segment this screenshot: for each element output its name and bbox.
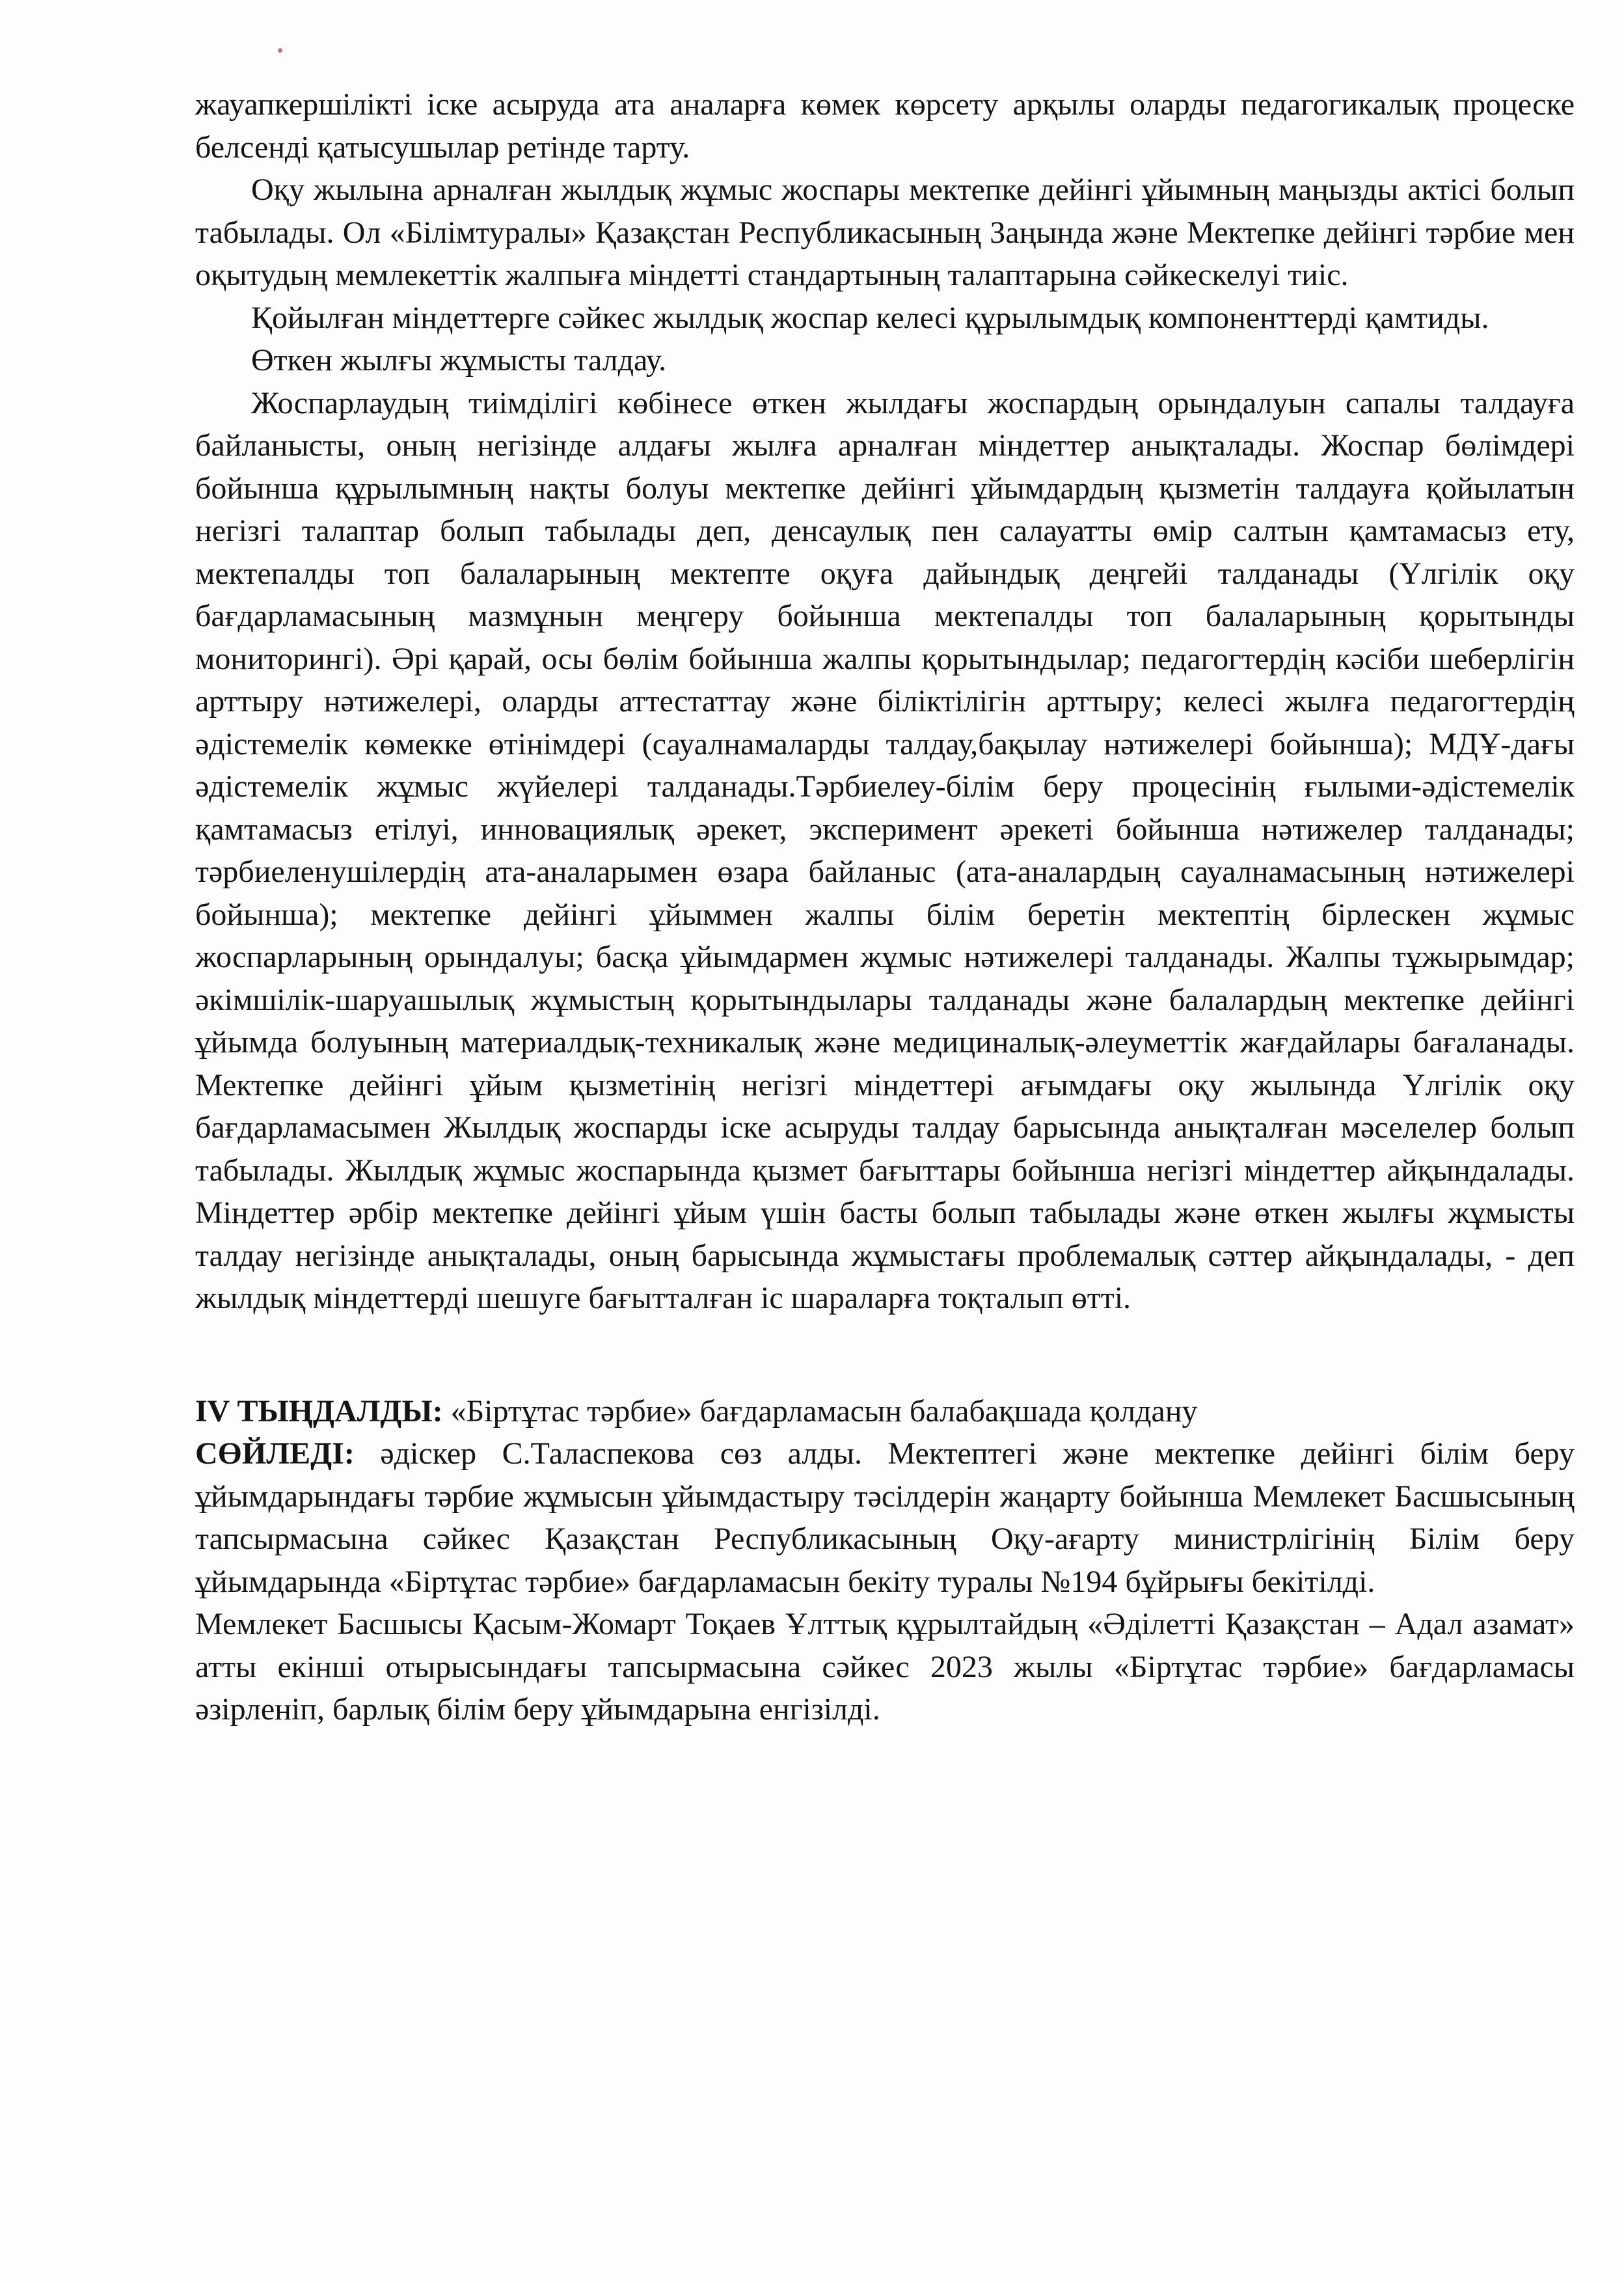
paragraph-final: Мемлекет Басшысы Қасым-Жомарт Тоқаев Ұлттық құрылтайдың «Әділетті Қазақстан – Адал азамат» атты екінші отырысындағы тапсырмасына сәйкес 2023 жылы «Біртұтас тәрбие» бағдарламасы әзірленіп, барлық білім беру ұйымдарына енгізілді.: [195, 1607, 1575, 1727]
document-body: [195, 83, 1575, 1731]
ink-speck: [278, 48, 282, 53]
heard-text: «Біртұтас тәрбие» бағдарламасын балабақшада қолдану: [442, 1393, 1198, 1429]
spoke-paragraph: [195, 1432, 1575, 1603]
spoke-label: СӨЙЛЕДІ:: [195, 1436, 355, 1471]
paragraph-continuation: жауапкершілікті іске асыруда ата аналарға көмек көрсету арқылы оларды педагогикалық процеске белсенді қатысушылар ретінде тарту.: [195, 87, 1575, 165]
heard-line: [195, 1390, 1575, 1433]
paragraph-last-year-analysis: Өткен жылғы жұмысты талдау.: [251, 343, 667, 377]
spoke-text: әдіскер С.Таласпекова сөз алды. Мектептегі және мектепке дейінгі білім беру ұйымдарындағы тәрбие жұмысын ұйымдастыру тәсілдерін жаңарту бойынша Мемлекет Басшысының тапсырмасына сәйкес Қазақстан Республикасының Оқу-ағарту министрлігінің Білім беру ұйымдарында «Біртұтас тәрбие» бағдарламасын бекіту туралы №194 бұйрығы бекітілді.: [195, 1436, 1575, 1599]
paragraph-annual-plan: Оқу жылына арналған жылдық жұмыс жоспары мектепке дейінгі ұйымның маңызды актісі болып табылады. Ол «Білімтуралы» Қазақстан Республикасының Заңында және Мектепке дейінгі тәрбие мен оқытудың мемлекеттік жалпыға міндетті стандартының талаптарына сәйкескелуі тиіс.: [195, 172, 1575, 292]
paragraph-planning-efficiency: Жоспарлаудың тиімділігі көбінесе өткен жылдағы жоспардың орындалуын сапалы талдауға байланысты, оның негізінде алдағы жылға арналған міндеттер анықталады. Жоспар бөлімдері бойынша құрылымның нақты болуы мектепке дейінгі ұйымдардың қызметін талдауға қойылатын негізгі талаптар болып табылады деп, денсаулық пен салауатты өмір салтын қамтамасыз ету, мектепалды топ балаларының мектепте оқуға дайындық деңгейі талданады (Үлгілік оқу бағдарламасының мазмұнын меңгеру бойынша мектепалды топ балаларының қорытынды мониторингі). Әрі қарай, осы бөлім бойынша жалпы қорытындылар; педагогтердің кәсіби шеберлігін арттыру нәтижелері, оларды аттестаттау және біліктілігін арттыру; келесі жылға педагогтердің әдістемелік көмекке өтінімдері (сауалнамаларды талдау,бақылау нәтижелері бойынша); МДҰ-дағы әдістемелік жұмыс жүйелері талданады.Тәрбиелеу-білім беру процесінің ғылыми-әдістемелік қамтамасыз етілуі, инновациялық әрекет, эксперимент әрекеті бойынша нәтижелер талданады; тәрбиеленушілердің ата-аналарымен өзара байланыс (ата-аналардың сауалнамасының нәтижелері бойынша); мектепке дейінгі ұйыммен жалпы білім беретін мектептің бірлескен жұмыс жоспарларының орындалуы; басқа ұйымдармен жұмыс нәтижелері талданады. Жалпы тұжырымдар; әкімшілік-шаруашылық жұмыстың қорытындылары талданады және балалардың мектепке дейінгі ұйымда болуының материалдық-техникалық және медициналық-әлеуметтік жағдайлары бағаланады. Мектепке дейінгі ұйым қызметінің негізгі міндеттері ағымдағы оқу жылында Үлгілік оқу бағдарламасымен Жылдық жоспарды іске асыруды талдау барысында анықталған мәселелер болып табылады. Жылдық жұмыс жоспарында қызмет бағыттары бойынша негізгі міндеттер айқындалады. Міндеттер әрбір мектепке дейінгі ұйым үшін басты болып табылады және өткен жылғы жұмысты талдау негізінде анықталады, оның барысында жұмыстағы проблемалық сәттер айқындалады, - деп жылдық міндеттерді шешуге бағытталған іс шараларға тоқталып өтті.: [195, 385, 1575, 1315]
paragraph-components: Қойылған міндеттерге сәйкес жылдық жоспар келесі құрылымдық компоненттерді қамтиды.: [251, 300, 1489, 335]
section-gap: [195, 1320, 1575, 1390]
heard-label: IV ТЫҢДАЛДЫ:: [195, 1393, 443, 1429]
